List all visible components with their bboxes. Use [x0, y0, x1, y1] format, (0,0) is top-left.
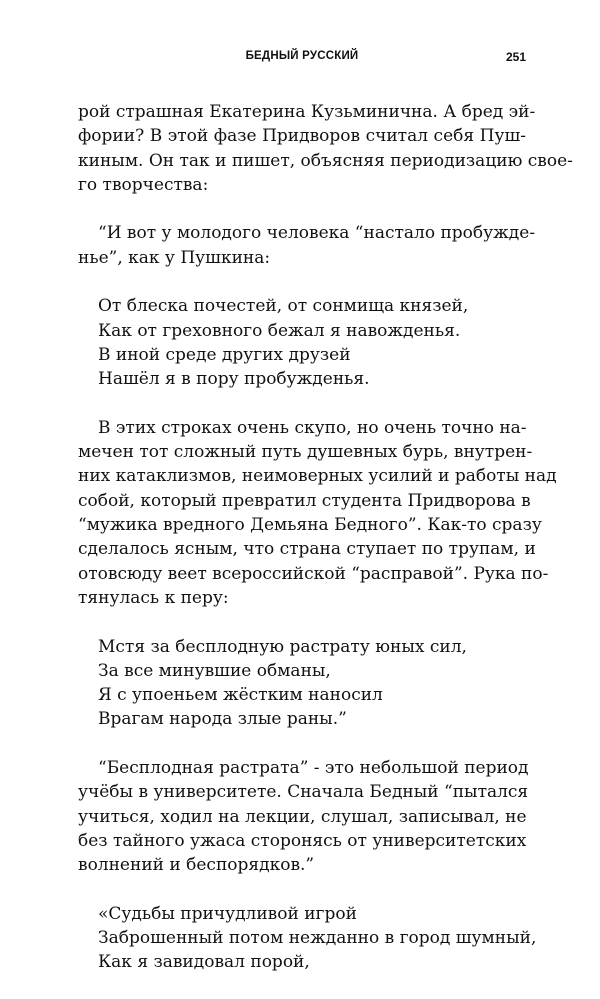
paragraph-1 — [78, 100, 573, 197]
text-line: нье”, как у Пушкина: — [78, 247, 271, 268]
text-line: учиться, ходил на лекции, слушал, записывал, не — [78, 806, 527, 827]
verse-3 — [98, 902, 537, 975]
verse-line: В иной среде других друзей — [98, 344, 351, 365]
verse-line: Я с упоеньем жёстким наносил — [98, 685, 383, 706]
text-line: собой, который превратил студента Придворова в — [78, 490, 531, 511]
verse-2 — [98, 635, 526, 732]
running-title: БЕДНЫЙ РУССКИЙ — [245, 50, 359, 62]
verse-line: За все минувшие обманы, — [98, 660, 331, 681]
text-line: “И вот у молодого человека “настало пробужде- — [98, 223, 536, 244]
paragraph-2 — [78, 221, 536, 270]
body-text — [78, 100, 573, 999]
paragraph-3 — [78, 416, 557, 610]
page-header — [78, 48, 526, 68]
verse-line: Заброшенный потом нежданно в город шумный, — [98, 928, 537, 949]
verse-line: Нашёл я в пору пробужденья. — [98, 369, 370, 390]
paragraph-4 — [78, 756, 529, 877]
verse-line: Врагам народа злые раны.” — [98, 709, 347, 730]
text-line: “мужика вредного Демьяна Бедного”. Как-то сразу — [78, 515, 542, 536]
text-line: сделалось ясным, что страна ступает по трупам, и — [78, 539, 536, 560]
verse-line: Как от греховного бежал я навожденья. — [98, 320, 461, 341]
verse-line: Как я завидовал порой, — [98, 952, 310, 973]
text-line: учёбы в университете. Сначала Бедный “пытался — [78, 782, 529, 803]
text-line: го творчества: — [78, 174, 209, 195]
text-line: киным. Он так и пишет, объясняя периодизацию свое- — [78, 150, 573, 171]
text-line: тянулась к перу: — [78, 587, 229, 608]
text-line: отовсюду веет всероссийской “расправой”. Рука по- — [78, 563, 549, 584]
text-line: мечен тот сложный путь душевных бурь, внутрен- — [78, 442, 533, 463]
text-line: волнений и беспорядков.” — [78, 855, 315, 876]
text-line: “Бесплодная растрата” - это небольшой период — [98, 758, 529, 779]
verse-line: Мстя за бесплодную растрату юных сил, — [98, 636, 467, 657]
page-number: 251 — [505, 50, 526, 64]
text-line: рой страшная Екатерина Кузьминична. А бред эй- — [78, 102, 536, 122]
verse-line: «Судьбы причудливой игрой — [98, 903, 357, 924]
verse-1 — [98, 294, 526, 391]
text-line: фории? В этой фазе Придворов считал себя Пуш- — [78, 126, 526, 147]
verse-line: От блеска почестей, от сонмища князей, — [98, 296, 469, 317]
text-line: В этих строках очень скупо, но очень точно на- — [98, 417, 527, 438]
text-line: без тайного ужаса сторонясь от университетских — [78, 830, 527, 851]
text-line: них катаклизмов, неимоверных усилий и работы над — [78, 466, 557, 487]
